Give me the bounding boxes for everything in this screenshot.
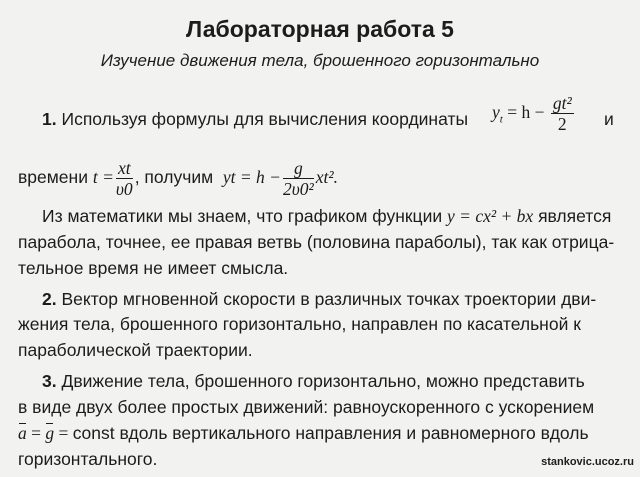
math-formula: y = cx² + bx xyxy=(447,206,534,226)
formula-num: gt² xyxy=(552,93,572,113)
const-word: const xyxy=(72,423,115,443)
math-line1-b: является xyxy=(538,206,612,226)
formula-fraction xyxy=(551,93,574,134)
section3-text1: Движение тела, брошенного горизонтально, можно представить xyxy=(61,371,585,391)
result-den: 2υ0² xyxy=(282,179,314,199)
got-text: , получим xyxy=(134,167,214,188)
time-lhs: t = xyxy=(92,167,114,188)
section1-number: 1. xyxy=(42,109,57,129)
vector-a: a xyxy=(18,423,27,443)
section1-line2 xyxy=(18,158,338,199)
section2-line2: жения тела, брошенного горизонтально, направлен по касательной к xyxy=(18,314,581,334)
time-word: времени xyxy=(18,167,88,188)
page-title: Лабораторная работа 5 xyxy=(186,16,454,42)
math-line1 xyxy=(42,205,612,227)
section2-text1: Вектор мгновенной скорости в различных точках троектории дви- xyxy=(61,289,597,309)
eq2: = xyxy=(54,423,73,443)
result-num: g xyxy=(283,158,314,179)
math-line1-a: Из математики мы знаем, что графиком функции xyxy=(42,206,443,226)
section2-number: 2. xyxy=(42,289,57,309)
section2-line1 xyxy=(42,288,596,310)
section3-line2: в виде двух более простых движений: равноускоренного с ускорением xyxy=(18,397,595,417)
math-line2: парабола, точнее, ее правая ветвь (половина параболы), так как отрица- xyxy=(18,232,615,252)
formula-y-of-t xyxy=(492,93,576,134)
result-lhs: yt = h − xyxy=(222,167,281,188)
formula-y: y xyxy=(492,102,500,123)
math-line3: тельное время не имеет смысла. xyxy=(18,258,289,278)
section3-number: 3. xyxy=(42,371,57,391)
time-den: υ0 xyxy=(115,179,133,199)
section3-text3: вдоль вертикального направления и равномерного вдоль xyxy=(119,423,589,443)
time-fraction xyxy=(116,158,133,199)
time-num: xt xyxy=(116,158,133,179)
section2-line3: параболической траектории. xyxy=(18,340,253,360)
formula-eq: = h − xyxy=(502,102,549,123)
section3-line3 xyxy=(18,422,589,444)
section3-line4: горизонтального. xyxy=(18,449,158,469)
vector-g: g xyxy=(45,423,55,443)
section3-line1 xyxy=(42,370,585,392)
section1-intro: Используя формулы для вычисления координаты xyxy=(61,109,469,129)
site-watermark: stankovic.ucoz.ru xyxy=(541,456,634,468)
formula-den: 2 xyxy=(557,114,567,134)
page-subtitle: Изучение движения тела, брошенного горизонтально xyxy=(100,51,540,70)
eq1: = xyxy=(26,423,46,443)
formula-y-sub: t xyxy=(499,113,503,126)
section1-line1 xyxy=(42,108,468,130)
section1-trailing: и xyxy=(604,109,614,129)
result-tail: xt². xyxy=(315,167,339,188)
result-fraction xyxy=(283,158,314,199)
